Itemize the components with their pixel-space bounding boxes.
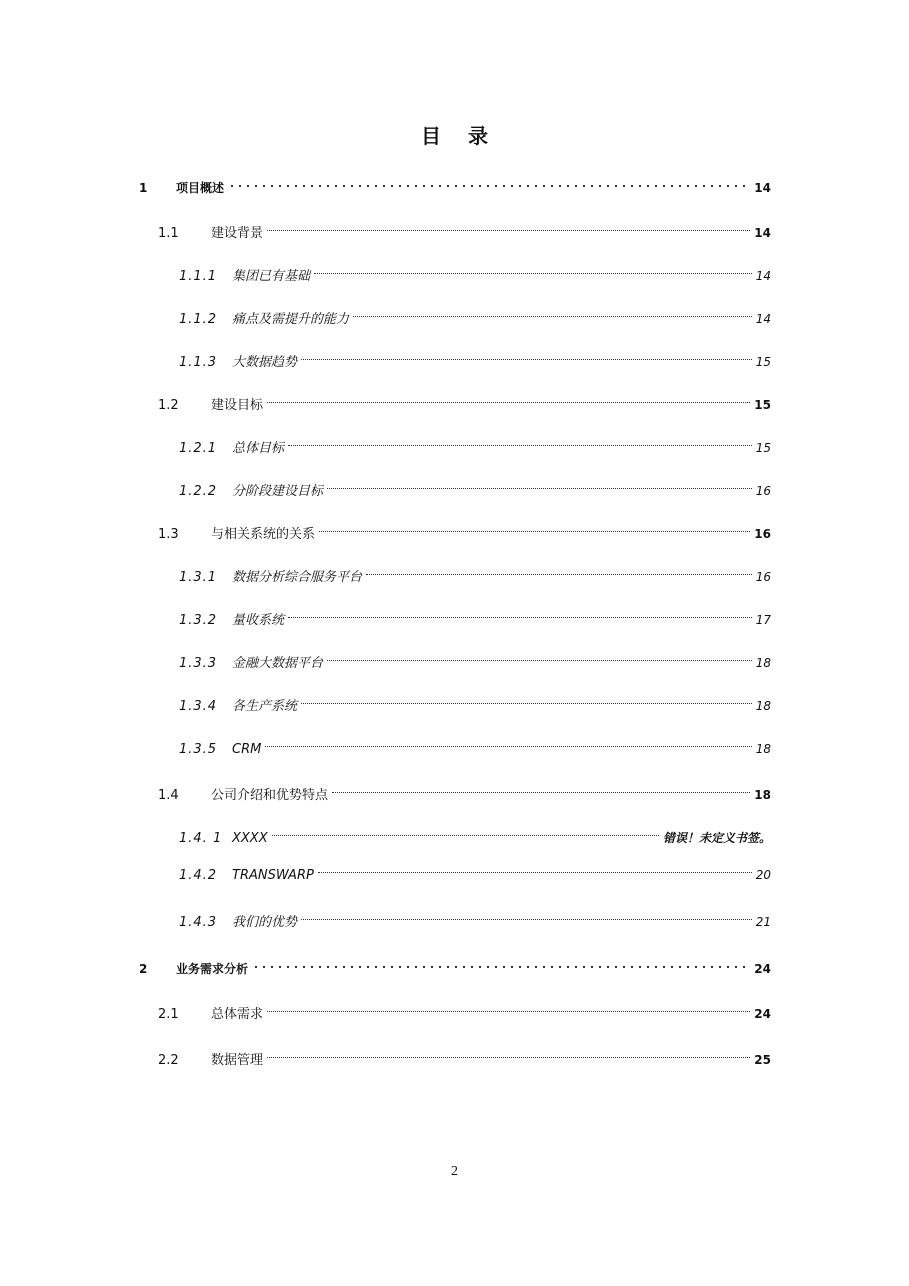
toc-entry-number: 1: [139, 181, 148, 195]
toc-entry-label: 分阶段建设目标: [232, 484, 324, 499]
toc-entry[interactable]: [158, 777, 771, 803]
toc-entry-number: 1.3.3: [179, 656, 218, 671]
toc-entry-number: 2.1: [158, 1007, 179, 1022]
toc-dot-leader: [327, 473, 752, 495]
toc-entry-label: 公司介绍和优势特点: [211, 788, 329, 803]
page-number: 2: [451, 1164, 458, 1179]
toc-entry-label: 总体目标: [232, 441, 285, 456]
toc-entry-number: 1.1: [158, 226, 179, 241]
toc-dot-leader: [301, 344, 752, 366]
toc-entry-number: 1.4.3: [179, 915, 218, 930]
toc-entry-page: 14: [754, 181, 771, 195]
toc-dot-leader: [314, 258, 752, 280]
toc-entry-page: 17: [755, 613, 771, 627]
toc-entry-page: 18: [755, 742, 771, 756]
toc-entry-number: 1.3.2: [179, 613, 218, 628]
toc-entry-number: 1.3.4: [179, 699, 218, 714]
toc-dot-leader: [265, 731, 751, 753]
toc-entry-number: 2.2: [158, 1053, 179, 1068]
toc-entry-page: 18: [755, 699, 771, 713]
toc-entry-label: CRM: [232, 742, 262, 757]
toc-entry[interactable]: [179, 688, 771, 714]
toc-entry-number: 1.3.5: [179, 742, 218, 757]
toc-dot-leader: [353, 301, 752, 323]
toc-dot-leader: [267, 387, 750, 409]
toc-entry[interactable]: [158, 387, 771, 413]
toc-entry-number: 1.4: [158, 788, 179, 803]
toc-entry-number: 1.1.1: [179, 269, 218, 284]
toc-entry-label: 建设目标: [211, 398, 264, 413]
toc-entry-page: 16: [754, 527, 771, 541]
toc-dot-leader: [319, 516, 750, 538]
toc-entry-page: 14: [754, 226, 771, 240]
toc-entry[interactable]: [158, 1042, 771, 1068]
toc-entry[interactable]: [179, 820, 771, 846]
toc-entry-number: 1.4.2: [179, 868, 218, 883]
toc-dot-leader: [301, 688, 752, 710]
toc-entry[interactable]: [158, 215, 771, 241]
toc-entry[interactable]: [179, 602, 771, 628]
toc-entry-label: 各生产系统: [232, 699, 298, 714]
toc-entry-page: 15: [754, 398, 771, 412]
toc-entry[interactable]: [139, 170, 771, 195]
toc-entry-label: 金融大数据平台: [232, 656, 324, 671]
toc-entry-number: 1.1.3: [179, 355, 218, 370]
toc-entry-number: 2: [139, 962, 148, 976]
toc-entry-label: 我们的优势: [232, 915, 298, 930]
toc-entry-page: 18: [755, 656, 771, 670]
toc-entry-number: 1.1.2: [179, 312, 218, 327]
toc-entry-number: 1.3.1: [179, 570, 218, 585]
toc-entry[interactable]: [179, 731, 771, 757]
toc-entry-page: 18: [754, 788, 771, 802]
toc-entry-label: 数据管理: [211, 1053, 264, 1068]
toc-entry-label: 大数据趋势: [232, 355, 298, 370]
toc-entry[interactable]: [158, 996, 771, 1022]
toc-entry-label: 量收系统: [232, 613, 285, 628]
toc-entry-number: 1.4. 1: [179, 831, 223, 846]
toc-dot-leader: [366, 559, 752, 581]
toc-entry[interactable]: [179, 301, 771, 327]
toc-entry-page: 24: [754, 962, 771, 976]
toc-entry[interactable]: [179, 344, 771, 370]
toc-entry[interactable]: [179, 258, 771, 284]
toc-entry-label: 数据分析综合服务平台: [232, 570, 363, 585]
toc-entry-label: 痛点及需提升的能力: [232, 312, 350, 327]
toc-entry-label: 与相关系统的关系: [211, 527, 316, 542]
toc-entry-number: 1.3: [158, 527, 179, 542]
toc-entry[interactable]: [179, 904, 771, 930]
toc-dot-leader: [267, 1042, 750, 1064]
toc-dot-leader: [288, 602, 752, 624]
toc-entry-number: 1.2.2: [179, 484, 218, 499]
toc-entry[interactable]: [158, 516, 771, 542]
toc-entry-page: 14: [755, 269, 771, 283]
toc-entry-label: XXXX: [232, 831, 268, 846]
toc-entry-page: 25: [754, 1053, 771, 1067]
toc-entry[interactable]: [139, 951, 771, 976]
toc-dot-leader: [318, 857, 752, 879]
toc-entry[interactable]: [179, 559, 771, 585]
toc-entry-label: 业务需求分析: [176, 962, 249, 976]
toc-entry[interactable]: [179, 857, 771, 883]
toc-entry-page: 错误！未定义书签。: [662, 831, 771, 845]
toc-entry-page: 14: [755, 312, 771, 326]
toc-dot-leader: [252, 951, 750, 973]
toc-entry-label: TRANSWARP: [232, 868, 314, 883]
toc-title: 目 录: [421, 124, 498, 148]
toc-dot-leader: [267, 215, 750, 237]
toc-dot-leader: [327, 645, 752, 667]
toc-dot-leader: [272, 820, 659, 842]
toc-dot-leader: [288, 430, 752, 452]
toc-dot-leader: [267, 996, 750, 1018]
toc-dot-leader: [332, 777, 750, 799]
toc-entry[interactable]: [179, 430, 771, 456]
toc-entry-label: 建设背景: [211, 226, 264, 241]
toc-entry-label: 总体需求: [211, 1007, 264, 1022]
toc-entry[interactable]: [179, 473, 771, 499]
toc-entry-number: 1.2.1: [179, 441, 218, 456]
toc-dot-leader: [301, 904, 752, 926]
toc-entry-label: 集团已有基础: [232, 269, 311, 284]
toc-entry-number: 1.2: [158, 398, 179, 413]
toc-dot-leader: [228, 170, 750, 192]
toc-entry-page: 16: [755, 570, 771, 584]
toc-entry-label: 项目概述: [176, 181, 225, 195]
toc-entry-page: 21: [755, 915, 771, 929]
toc-entry-page: 15: [755, 355, 771, 369]
toc-entry-page: 16: [755, 484, 771, 498]
toc-entry-page: 15: [755, 441, 771, 455]
toc-entry-page: 24: [754, 1007, 771, 1021]
toc-entry-page: 20: [755, 868, 771, 882]
toc-entry[interactable]: [179, 645, 771, 671]
